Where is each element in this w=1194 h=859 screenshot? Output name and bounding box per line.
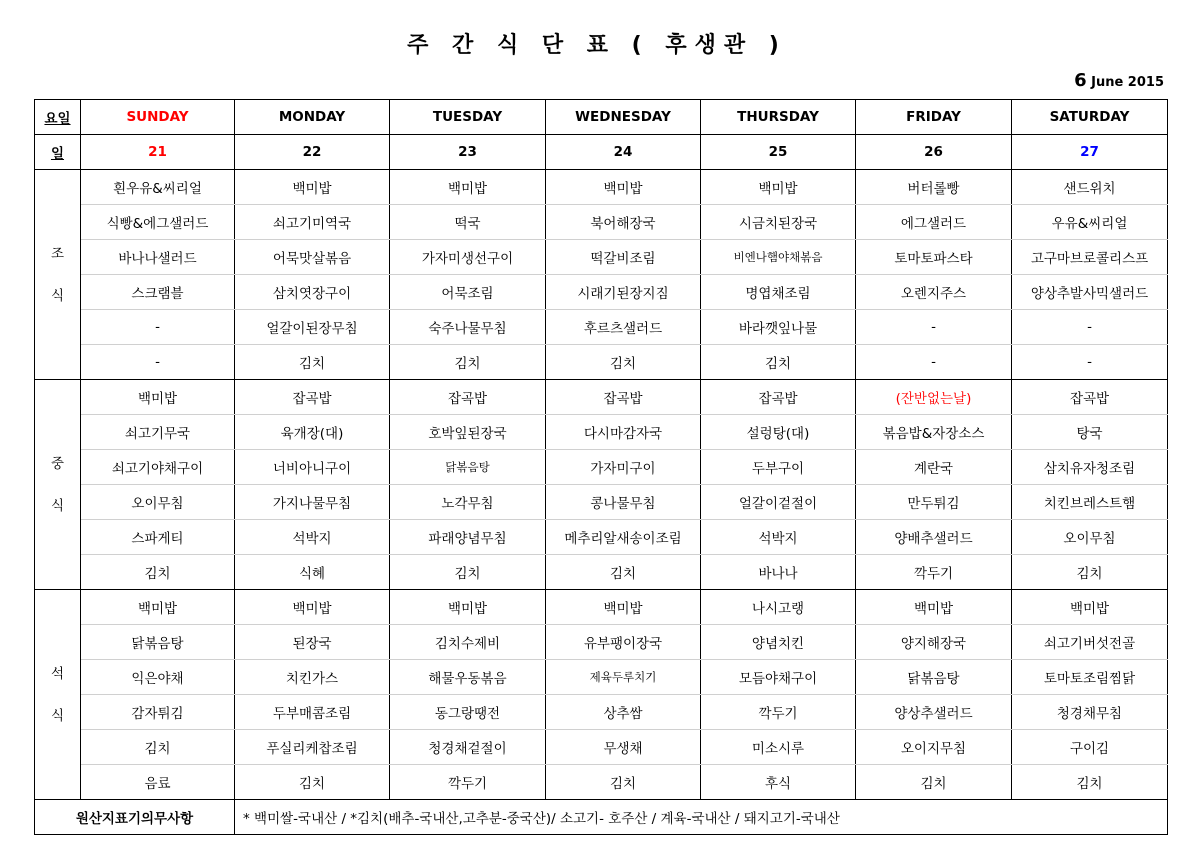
menu-item-breakfast-wednesday: 북어해장국 xyxy=(546,205,701,240)
dinner-row xyxy=(35,730,1168,765)
menu-item-lunch-tuesday: 파래양념무침 xyxy=(390,520,546,555)
breakfast-row xyxy=(35,205,1168,240)
menu-item-dinner-thursday: 나시고랭 xyxy=(701,590,856,625)
day-header-friday: FRIDAY xyxy=(856,100,1012,135)
menu-item-lunch-thursday: 잡곡밥 xyxy=(701,380,856,415)
weekday-header-row xyxy=(35,100,1168,135)
date-sunday: 21 xyxy=(81,135,235,170)
breakfast-row xyxy=(35,345,1168,380)
menu-date xyxy=(1074,70,1164,91)
lunch-row xyxy=(35,380,1168,415)
menu-item-breakfast-wednesday: 떡갈비조림 xyxy=(546,240,701,275)
date-monday: 22 xyxy=(235,135,390,170)
menu-item-lunch-friday: 깍두기 xyxy=(856,555,1012,590)
menu-item-dinner-thursday: 모듬야채구이 xyxy=(701,660,856,695)
menu-item-breakfast-sunday: 식빵&에그샐러드 xyxy=(81,205,235,240)
menu-item-breakfast-sunday: 흰우유&씨리얼 xyxy=(81,170,235,205)
menu-item-dinner-sunday: 백미밥 xyxy=(81,590,235,625)
menu-item-breakfast-thursday: 바라깻잎나물 xyxy=(701,310,856,345)
menu-item-breakfast-thursday: 명엽채조림 xyxy=(701,275,856,310)
menu-item-lunch-sunday: 쇠고기야채구이 xyxy=(81,450,235,485)
origin-notice-text: * 백미쌀-국내산 / *김치(배추-국내산,고추분-중국산)/ 소고기- 호주산 / 계육-국내산 / 돼지고기-국내산 xyxy=(235,800,1168,835)
menu-item-lunch-saturday: 삼치유자청조림 xyxy=(1012,450,1168,485)
menu-item-lunch-thursday: 얼갈이겉절이 xyxy=(701,485,856,520)
menu-item-lunch-saturday: 잡곡밥 xyxy=(1012,380,1168,415)
menu-item-lunch-sunday: 김치 xyxy=(81,555,235,590)
menu-item-breakfast-tuesday: 어묵조림 xyxy=(390,275,546,310)
menu-item-lunch-thursday: 바나나 xyxy=(701,555,856,590)
menu-item-lunch-sunday: 백미밥 xyxy=(81,380,235,415)
menu-item-breakfast-wednesday: 시래기된장지짐 xyxy=(546,275,701,310)
menu-item-breakfast-wednesday: 후르츠샐러드 xyxy=(546,310,701,345)
menu-item-breakfast-saturday: - xyxy=(1012,310,1168,345)
origin-notice-row xyxy=(35,800,1168,835)
menu-item-breakfast-saturday: - xyxy=(1012,345,1168,380)
menu-item-breakfast-thursday: 비엔나햄야채볶음 xyxy=(701,240,856,275)
menu-item-dinner-wednesday: 백미밥 xyxy=(546,590,701,625)
menu-item-breakfast-monday: 김치 xyxy=(235,345,390,380)
menu-item-dinner-saturday: 백미밥 xyxy=(1012,590,1168,625)
menu-item-lunch-monday: 너비아니구이 xyxy=(235,450,390,485)
date-saturday: 27 xyxy=(1012,135,1168,170)
weekday-label: 요일 xyxy=(35,100,81,135)
menu-item-dinner-saturday: 구이김 xyxy=(1012,730,1168,765)
menu-item-breakfast-sunday: - xyxy=(81,310,235,345)
menu-item-breakfast-friday: 오렌지주스 xyxy=(856,275,1012,310)
menu-item-dinner-sunday: 닭볶음탕 xyxy=(81,625,235,660)
menu-item-lunch-saturday: 오이무침 xyxy=(1012,520,1168,555)
menu-item-lunch-monday: 잡곡밥 xyxy=(235,380,390,415)
menu-item-lunch-thursday: 두부구이 xyxy=(701,450,856,485)
menu-item-lunch-thursday: 석박지 xyxy=(701,520,856,555)
menu-item-breakfast-sunday: - xyxy=(81,345,235,380)
menu-item-dinner-monday: 김치 xyxy=(235,765,390,800)
menu-item-breakfast-sunday: 바나나샐러드 xyxy=(81,240,235,275)
menu-item-breakfast-monday: 얼갈이된장무침 xyxy=(235,310,390,345)
menu-item-lunch-wednesday: 메추리알새송이조림 xyxy=(546,520,701,555)
menu-item-dinner-friday: 김치 xyxy=(856,765,1012,800)
breakfast-label xyxy=(35,170,81,380)
menu-item-breakfast-friday: 토마토파스타 xyxy=(856,240,1012,275)
menu-item-lunch-wednesday: 콩나물무침 xyxy=(546,485,701,520)
menu-item-dinner-thursday: 후식 xyxy=(701,765,856,800)
menu-item-breakfast-saturday: 양상추발사믹샐러드 xyxy=(1012,275,1168,310)
lunch-row xyxy=(35,485,1168,520)
menu-item-breakfast-thursday: 시금치된장국 xyxy=(701,205,856,240)
menu-item-dinner-saturday: 토마토조림찜닭 xyxy=(1012,660,1168,695)
menu-item-dinner-tuesday: 깍두기 xyxy=(390,765,546,800)
menu-item-lunch-sunday: 스파게티 xyxy=(81,520,235,555)
menu-item-dinner-wednesday: 제육두루치기 xyxy=(546,660,701,695)
menu-item-dinner-saturday: 쇠고기버섯전골 xyxy=(1012,625,1168,660)
menu-item-breakfast-wednesday: 김치 xyxy=(546,345,701,380)
menu-item-breakfast-wednesday: 백미밥 xyxy=(546,170,701,205)
day-header-tuesday: TUESDAY xyxy=(390,100,546,135)
date-friday: 26 xyxy=(856,135,1012,170)
menu-item-lunch-tuesday: 호박잎된장국 xyxy=(390,415,546,450)
menu-item-breakfast-friday: 에그샐러드 xyxy=(856,205,1012,240)
menu-item-lunch-tuesday: 김치 xyxy=(390,555,546,590)
menu-item-dinner-friday: 닭볶음탕 xyxy=(856,660,1012,695)
menu-item-dinner-monday: 백미밥 xyxy=(235,590,390,625)
menu-item-breakfast-thursday: 김치 xyxy=(701,345,856,380)
menu-item-lunch-friday: 양배추샐러드 xyxy=(856,520,1012,555)
menu-item-lunch-wednesday: 가자미구이 xyxy=(546,450,701,485)
menu-item-dinner-thursday: 양념치킨 xyxy=(701,625,856,660)
menu-item-dinner-sunday: 감자튀김 xyxy=(81,695,235,730)
menu-item-lunch-tuesday: 닭볶음탕 xyxy=(390,450,546,485)
menu-item-breakfast-friday: 버터롤빵 xyxy=(856,170,1012,205)
dinner-label xyxy=(35,590,81,800)
lunch-row xyxy=(35,450,1168,485)
menu-item-breakfast-thursday: 백미밥 xyxy=(701,170,856,205)
menu-item-lunch-wednesday: 김치 xyxy=(546,555,701,590)
breakfast-row xyxy=(35,170,1168,205)
menu-item-breakfast-tuesday: 백미밥 xyxy=(390,170,546,205)
menu-item-lunch-thursday: 설렁탕(대) xyxy=(701,415,856,450)
dinner-label-char: 석 xyxy=(50,665,65,682)
menu-item-lunch-tuesday: 노각무침 xyxy=(390,485,546,520)
menu-item-lunch-friday: 만두튀김 xyxy=(856,485,1012,520)
menu-item-dinner-thursday: 미소시루 xyxy=(701,730,856,765)
menu-item-dinner-thursday: 깍두기 xyxy=(701,695,856,730)
menu-item-lunch-friday: 계란국 xyxy=(856,450,1012,485)
menu-item-breakfast-tuesday: 떡국 xyxy=(390,205,546,240)
menu-item-lunch-monday: 가지나물무침 xyxy=(235,485,390,520)
menu-item-lunch-sunday: 쇠고기무국 xyxy=(81,415,235,450)
origin-notice-label: 원산지표기의무사항 xyxy=(35,800,235,835)
menu-item-breakfast-tuesday: 숙주나물무침 xyxy=(390,310,546,345)
day-header-wednesday: WEDNESDAY xyxy=(546,100,701,135)
menu-item-breakfast-monday: 쇠고기미역국 xyxy=(235,205,390,240)
dinner-row xyxy=(35,625,1168,660)
menu-item-lunch-wednesday: 잡곡밥 xyxy=(546,380,701,415)
lunch-row xyxy=(35,520,1168,555)
menu-item-lunch-monday: 식혜 xyxy=(235,555,390,590)
menu-item-breakfast-monday: 백미밥 xyxy=(235,170,390,205)
menu-item-dinner-wednesday: 무생채 xyxy=(546,730,701,765)
dinner-row xyxy=(35,660,1168,695)
menu-item-dinner-wednesday: 상추쌈 xyxy=(546,695,701,730)
menu-item-lunch-friday: (잔반없는날) xyxy=(856,380,1012,415)
menu-item-dinner-tuesday: 동그랑땡전 xyxy=(390,695,546,730)
menu-item-dinner-monday: 두부매콤조림 xyxy=(235,695,390,730)
menu-item-dinner-monday: 치킨가스 xyxy=(235,660,390,695)
menu-item-dinner-tuesday: 청경채겉절이 xyxy=(390,730,546,765)
day-header-sunday: SUNDAY xyxy=(81,100,235,135)
lunch-label xyxy=(35,380,81,590)
menu-item-dinner-monday: 된장국 xyxy=(235,625,390,660)
menu-item-breakfast-friday: - xyxy=(856,310,1012,345)
weekly-menu-table xyxy=(34,99,1168,835)
day-header-monday: MONDAY xyxy=(235,100,390,135)
date-wednesday: 24 xyxy=(546,135,701,170)
menu-item-breakfast-tuesday: 가자미생선구이 xyxy=(390,240,546,275)
breakfast-row xyxy=(35,240,1168,275)
menu-item-dinner-wednesday: 유부팽이장국 xyxy=(546,625,701,660)
menu-item-dinner-sunday: 익은야채 xyxy=(81,660,235,695)
menu-item-dinner-tuesday: 해물우동볶음 xyxy=(390,660,546,695)
menu-item-dinner-monday: 푸실리케찹조림 xyxy=(235,730,390,765)
menu-item-breakfast-monday: 삼치엿장구이 xyxy=(235,275,390,310)
menu-item-dinner-wednesday: 김치 xyxy=(546,765,701,800)
day-header-thursday: THURSDAY xyxy=(701,100,856,135)
menu-item-dinner-friday: 양지해장국 xyxy=(856,625,1012,660)
menu-item-dinner-saturday: 청경채무침 xyxy=(1012,695,1168,730)
date-label: 일 xyxy=(35,135,81,170)
page-title: 주 간 식 단 표 ( 후생관 ) xyxy=(407,33,787,58)
menu-item-breakfast-monday: 어묵맛살볶음 xyxy=(235,240,390,275)
menu-item-lunch-saturday: 탕국 xyxy=(1012,415,1168,450)
breakfast-label-char: 식 xyxy=(50,287,65,304)
date-day: 6 xyxy=(1074,70,1087,91)
menu-item-breakfast-friday: - xyxy=(856,345,1012,380)
menu-item-dinner-tuesday: 김치수제비 xyxy=(390,625,546,660)
dinner-row xyxy=(35,695,1168,730)
date-row xyxy=(35,135,1168,170)
breakfast-row xyxy=(35,310,1168,345)
day-header-saturday: SATURDAY xyxy=(1012,100,1168,135)
menu-item-lunch-monday: 육개장(대) xyxy=(235,415,390,450)
menu-item-breakfast-tuesday: 김치 xyxy=(390,345,546,380)
menu-item-dinner-friday: 백미밥 xyxy=(856,590,1012,625)
date-tuesday: 23 xyxy=(390,135,546,170)
menu-item-dinner-sunday: 김치 xyxy=(81,730,235,765)
dinner-row xyxy=(35,590,1168,625)
menu-item-lunch-sunday: 오이무침 xyxy=(81,485,235,520)
menu-item-lunch-monday: 석박지 xyxy=(235,520,390,555)
lunch-label-char: 식 xyxy=(50,497,65,514)
date-thursday: 25 xyxy=(701,135,856,170)
date-month-year: June 2015 xyxy=(1086,75,1164,90)
menu-item-lunch-saturday: 치킨브레스트햄 xyxy=(1012,485,1168,520)
lunch-row xyxy=(35,415,1168,450)
menu-item-breakfast-saturday: 고구마브로콜리스프 xyxy=(1012,240,1168,275)
menu-item-lunch-friday: 볶음밥&자장소스 xyxy=(856,415,1012,450)
menu-item-dinner-saturday: 김치 xyxy=(1012,765,1168,800)
menu-item-breakfast-sunday: 스크램블 xyxy=(81,275,235,310)
menu-item-breakfast-saturday: 샌드위치 xyxy=(1012,170,1168,205)
breakfast-row xyxy=(35,275,1168,310)
breakfast-label-char: 조 xyxy=(50,245,65,262)
menu-item-dinner-tuesday: 백미밥 xyxy=(390,590,546,625)
lunch-label-char: 중 xyxy=(50,455,65,472)
dinner-row xyxy=(35,765,1168,800)
menu-item-lunch-saturday: 김치 xyxy=(1012,555,1168,590)
menu-item-dinner-friday: 양상추샐러드 xyxy=(856,695,1012,730)
menu-item-dinner-friday: 오이지무침 xyxy=(856,730,1012,765)
menu-item-lunch-tuesday: 잡곡밥 xyxy=(390,380,546,415)
dinner-label-char: 식 xyxy=(50,707,65,724)
menu-item-lunch-wednesday: 다시마감자국 xyxy=(546,415,701,450)
menu-item-breakfast-saturday: 우유&씨리얼 xyxy=(1012,205,1168,240)
lunch-row xyxy=(35,555,1168,590)
menu-item-dinner-sunday: 음료 xyxy=(81,765,235,800)
